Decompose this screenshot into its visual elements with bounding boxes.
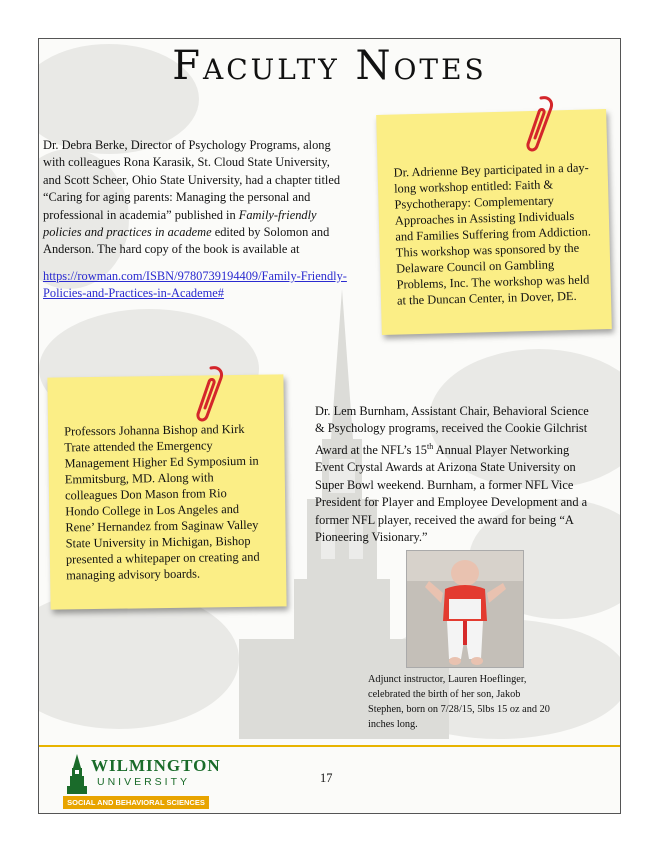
book-title: policies and practices in academe [43, 225, 212, 240]
burnham-text: Award at the NFL’s 15 [315, 442, 427, 457]
berke-line: Anderson. The hard copy of the book is available at [43, 242, 300, 257]
burnham-line: & Psychology programs, received the Cookie Gilchrist [315, 421, 588, 436]
baby-photo-image [407, 551, 523, 667]
bishop-line: Hondo College in Los Angeles and [65, 501, 240, 519]
bey-line: long workshop entitled: Faith & [393, 177, 554, 196]
paperclip-icon [519, 94, 559, 154]
bishop-line: Management Higher Ed Symposium in [64, 453, 259, 471]
sticky-note-bishop [47, 374, 286, 609]
bey-note-text [393, 159, 605, 308]
berke-line [43, 224, 383, 241]
logo-name: WILMINGTON [91, 756, 221, 775]
bishop-line: managing advisory boards. [66, 566, 201, 583]
tower-icon [65, 754, 89, 794]
berke-line: and Scott Scheer, Ohio State University, had a chapter titled [43, 172, 341, 187]
baby-photo [406, 550, 524, 668]
berke-paragraph [43, 137, 383, 303]
bishop-line: colleagues Don Mason from Rio [64, 486, 227, 503]
burnham-line: Event Crystal Awards at Arizona State University on [315, 460, 576, 475]
bey-line: Dr. Adrienne Bey participated in a day- [393, 160, 589, 180]
page-title: Faculty Notes [172, 43, 487, 89]
berke-line: with colleagues Rona Karasik, St. Cloud State University, [43, 155, 330, 170]
burnham-line [315, 438, 620, 460]
bishop-line: presented a whitepaper on creating and [65, 549, 260, 567]
caption-line: Stephen, born on 7/28/15, 5lbs 15 oz and 20 [368, 704, 550, 715]
wilmington-logo [63, 754, 221, 814]
bishop-line: Trate attended the Emergency [64, 438, 213, 455]
page-number: 17 [320, 771, 333, 785]
burnham-line: former NFL player, received the award for being “A [315, 512, 574, 527]
logo-university: UNIVERSITY [97, 776, 191, 788]
bishop-line: Rene’ Hernandez from Saginaw Valley [65, 517, 259, 535]
burnham-text: Annual Player Networking [433, 442, 570, 457]
bishop-line: State University in Michigan, Bishop [65, 533, 251, 551]
logo-department-bar: SOCIAL AND BEHAVIORAL SCIENCES [63, 796, 209, 809]
book-link-line[interactable]: https://rowman.com/ISBN/9780739194409/Family-Friendly- [43, 268, 347, 283]
burnham-line: Pioneering Visionary.” [315, 529, 428, 544]
bey-line: Psychotherapy: Complementary [394, 193, 554, 212]
paperclip-icon [189, 364, 229, 424]
photo-caption [368, 672, 598, 732]
ordinal-suffix: th [426, 441, 434, 451]
caption-line: inches long. [368, 719, 418, 730]
book-link[interactable] [43, 268, 383, 303]
burnham-line: Dr. Lem Burnham, Assistant Chair, Behavioral Science [315, 404, 589, 418]
bey-line: This workshop was sponsored by the [395, 240, 580, 260]
berke-line [43, 207, 383, 224]
bishop-note-text [64, 420, 280, 583]
book-link-line[interactable]: Policies-and-Practices-in-Academe# [43, 286, 224, 301]
sticky-note-bey [376, 109, 612, 335]
caption-line: celebrated the birth of her son, Jakob [368, 689, 521, 700]
berke-line: “Caring for aging parents: Managing the personal and [43, 190, 311, 205]
footer-divider [39, 745, 620, 747]
bishop-line: Professors Johanna Bishop and Kirk [64, 421, 245, 439]
burnham-paragraph [315, 403, 620, 546]
berke-text: professional in academia” published in [43, 207, 239, 222]
bey-line: Approaches in Assisting Individuals [394, 208, 575, 228]
page [38, 38, 621, 814]
bey-line: Delaware Council on Gambling [396, 257, 555, 276]
bey-line: and Families Suffering from Addiction. [395, 224, 592, 244]
berke-text: edited by Solomon and [211, 225, 330, 240]
burnham-line: Super Bowl weekend. Burnham, a former NFL Vice [315, 477, 574, 492]
burnham-line: President for Player and Employee Development and a [315, 495, 588, 510]
bishop-line: Emmitsburg, MD. Along with [64, 470, 214, 487]
bey-line: Problems, Inc. The workshop was held [396, 272, 590, 292]
caption-line: Adjunct instructor, Lauren Hoeflinger, [368, 674, 527, 685]
bey-line: at the Duncan Center, in Dover, DE. [396, 288, 577, 308]
book-title: Family-friendly [238, 207, 317, 222]
berke-line: Dr. Debra Berke, Director of Psychology Programs, along [43, 138, 331, 152]
